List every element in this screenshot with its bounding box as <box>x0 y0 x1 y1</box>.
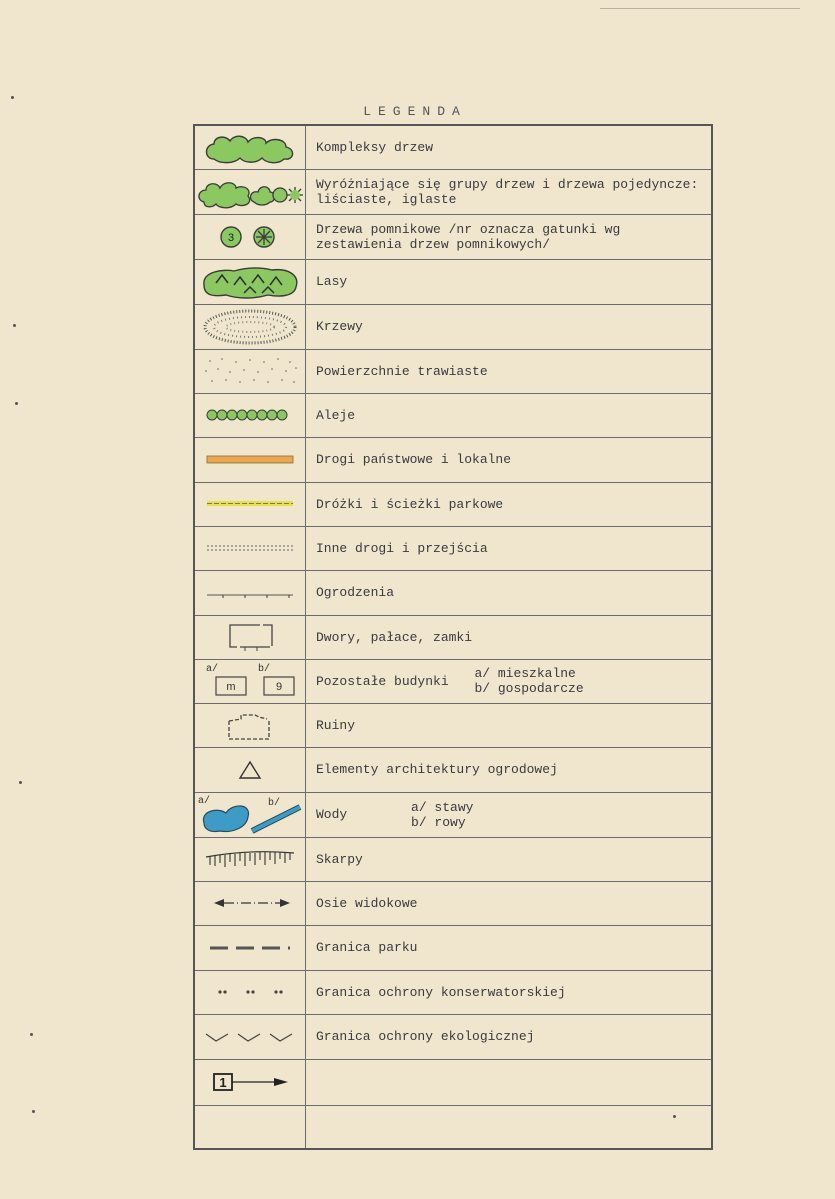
legend-symbol <box>194 1014 306 1059</box>
tree-groups-icon <box>196 174 304 210</box>
legend-symbol <box>194 169 306 214</box>
numbered-arrow-icon <box>202 1070 298 1094</box>
building-box-b: 9 <box>275 681 283 693</box>
buildings-sub-a: a/ mieszkalne <box>474 666 576 681</box>
legend-label: Elementy architektury ogrodowej <box>306 747 713 792</box>
legend-label <box>306 659 713 703</box>
legend-label: Ogrodzenia <box>306 570 713 615</box>
legend-label: Krzewy <box>306 304 713 349</box>
legend-row <box>194 526 712 570</box>
legend-row <box>194 792 712 837</box>
monument-trees-icon <box>200 220 300 254</box>
legend-row <box>194 970 712 1014</box>
fence-icon <box>205 586 295 600</box>
ecological-boundary-icon <box>200 1028 300 1046</box>
legend-label: Drzewa pomnikowe /nr oznacza gatunki wg zestawienia drzew pomnikowych/ <box>306 214 713 259</box>
building-tag-b: b/ <box>258 664 271 675</box>
legend-row <box>194 214 712 259</box>
legend-row <box>194 1105 712 1149</box>
legend-symbol <box>194 393 306 437</box>
legend-label: Osie widokowe <box>306 881 713 925</box>
margin-dot <box>15 402 18 405</box>
other-road-icon <box>205 541 295 555</box>
legend-symbol <box>194 214 306 259</box>
legend-label: Drogi państwowe i lokalne <box>306 437 713 482</box>
escarpment-icon <box>202 847 298 871</box>
top-edge-line <box>600 8 800 9</box>
legend-symbol <box>194 703 306 747</box>
legend-label: Granica ochrony konserwatorskiej <box>306 970 713 1014</box>
legend-symbol <box>194 259 306 304</box>
ruins-icon <box>205 707 295 743</box>
legend-row <box>194 437 712 482</box>
water-label: Wody <box>316 807 348 822</box>
legend-label: Granica parku <box>306 925 713 970</box>
legend-symbol <box>194 526 306 570</box>
buildings-label: Pozostałe budynki <box>316 673 449 689</box>
margin-dot <box>30 1033 33 1036</box>
legend-row <box>194 615 712 659</box>
water-sub-a: a/ stawy <box>411 799 474 815</box>
legend-label <box>306 792 713 837</box>
main-road-icon <box>205 453 295 467</box>
water-tag-a: a/ <box>198 795 211 807</box>
shrubs-icon <box>200 307 300 347</box>
legend-row <box>194 125 712 169</box>
monument-tree-number: 3 <box>227 231 235 244</box>
water-tag-b: b/ <box>268 797 281 809</box>
legend-symbol <box>194 881 306 925</box>
legend-row <box>194 393 712 437</box>
legend-label <box>306 1059 713 1105</box>
legend-label: Aleje <box>306 393 713 437</box>
manor-icon <box>205 620 295 654</box>
buildings-sub-b: b/ gospodarcze <box>474 681 584 696</box>
water-sublabels <box>411 800 473 830</box>
park-path-icon <box>205 497 295 511</box>
legend-row <box>194 304 712 349</box>
water-icon <box>196 793 304 837</box>
legend-symbol <box>194 570 306 615</box>
triangle-icon <box>230 758 270 782</box>
water-sub-b: b/ rowy <box>411 814 466 830</box>
legend-symbol <box>194 1059 306 1105</box>
building-box-a: m <box>226 681 236 693</box>
legend-symbol <box>194 437 306 482</box>
margin-dot <box>32 1110 35 1113</box>
legend-label <box>306 1105 713 1149</box>
legend-symbol <box>194 925 306 970</box>
conservation-boundary-icon <box>202 985 298 999</box>
legend-symbol <box>194 837 306 881</box>
park-boundary-icon <box>202 941 298 955</box>
legend-row <box>194 482 712 526</box>
view-axis-icon <box>202 896 298 910</box>
legend-symbol <box>194 659 306 703</box>
legend-row <box>194 881 712 925</box>
legend-symbol <box>194 1105 306 1149</box>
legend-row <box>194 747 712 792</box>
legend-symbol <box>194 125 306 169</box>
margin-dot <box>11 96 14 99</box>
legend-symbol <box>194 970 306 1014</box>
building-tag-a: a/ <box>206 664 219 675</box>
legend-row <box>194 925 712 970</box>
legend-symbol <box>194 304 306 349</box>
legend-symbol <box>194 482 306 526</box>
legend-label: Powierzchnie trawiaste <box>306 349 713 393</box>
tree-complex-icon <box>200 129 300 165</box>
legend-label: Ruiny <box>306 703 713 747</box>
margin-dot <box>19 781 22 784</box>
legend-row <box>194 703 712 747</box>
legend-label: Lasy <box>306 259 713 304</box>
legend-label: Dwory, pałace, zamki <box>306 615 713 659</box>
legend-row <box>194 349 712 393</box>
legend-row <box>194 570 712 615</box>
legend-row <box>194 1014 712 1059</box>
legend-label: Dróżki i ścieżki parkowe <box>306 482 713 526</box>
legend-row <box>194 169 712 214</box>
legend-symbol <box>194 792 306 837</box>
buildings-sublabels <box>474 666 583 696</box>
forest-icon <box>198 263 302 301</box>
buildings-icon <box>200 661 300 701</box>
grass-icon <box>200 353 300 389</box>
legend-symbol <box>194 349 306 393</box>
margin-dot <box>13 324 16 327</box>
legend-label: Inne drogi i przejścia <box>306 526 713 570</box>
legend-row <box>194 659 712 703</box>
legend-table <box>193 124 713 1150</box>
legend-label: Skarpy <box>306 837 713 881</box>
legend-title: LEGENDA <box>363 104 467 119</box>
legend-row <box>194 1059 712 1105</box>
legend-symbol <box>194 615 306 659</box>
legend-symbol <box>194 747 306 792</box>
numbered-box-text: 1 <box>219 1075 227 1090</box>
alley-icon <box>205 405 295 425</box>
legend-label: Granica ochrony ekologicznej <box>306 1014 713 1059</box>
legend-row <box>194 837 712 881</box>
legend-label: Wyróżniające się grupy drzew i drzewa pojedyncze: liściaste, iglaste <box>306 169 713 214</box>
legend-row <box>194 259 712 304</box>
legend-label: Kompleksy drzew <box>306 125 713 169</box>
